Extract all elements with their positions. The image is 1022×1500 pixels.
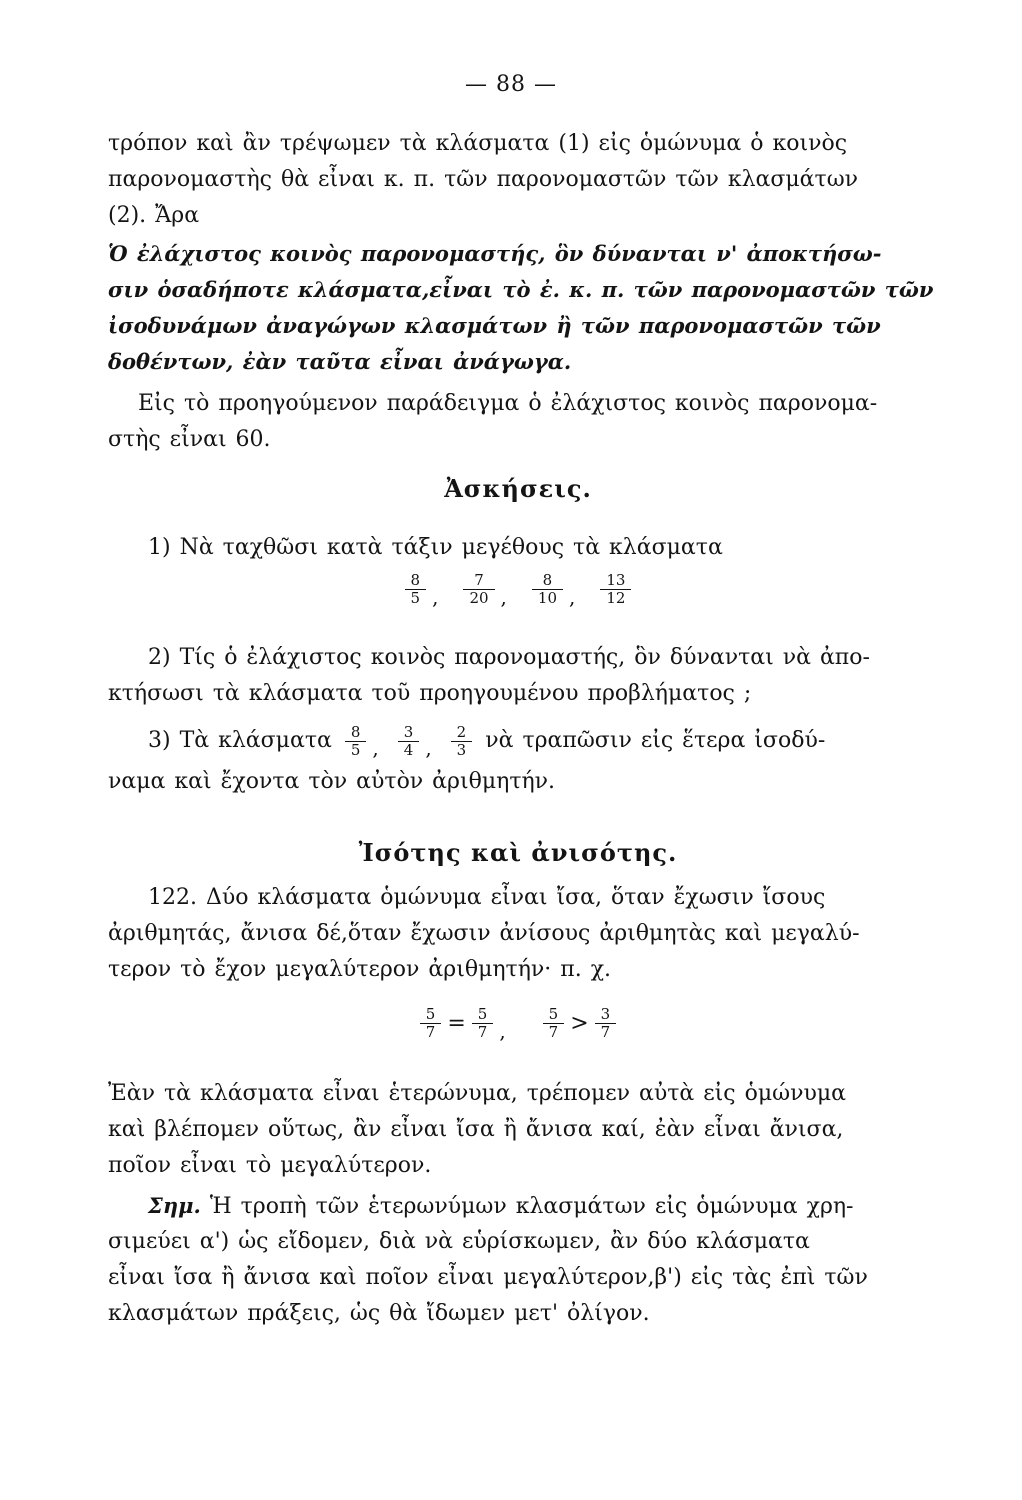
- exercise-2: [108, 640, 928, 712]
- note-paragraph: [108, 1188, 928, 1332]
- example-note-line: στὴς εἶναι 60.: [108, 427, 271, 452]
- intro-line: (2). Ἄρα: [108, 203, 200, 228]
- rule-paragraph: [108, 236, 934, 380]
- fraction: $\frac{5}{7}$: [543, 1006, 565, 1041]
- comparison-line: ποῖον εἶναι τὸ μεγαλύτερον.: [108, 1153, 432, 1178]
- fraction: $\frac{8}{5}$: [405, 572, 427, 607]
- section-122-line: ἀριθμητάς, ἄνισα δέ,ὅταν ἔχωσιν ἀνίσους ἀριθμητὰς καὶ μεγαλύ-: [108, 921, 860, 946]
- intro-paragraph: [108, 126, 928, 234]
- equals-sign: =: [447, 1011, 466, 1036]
- example-note-line: Εἰς τὸ προηγούμενον παράδειγμα ὁ ἐλάχιστος κοινὸς παρονομα-: [138, 391, 878, 416]
- note-line: κλασμάτων πράξεις, ὡς θὰ ἴδωμεν μετ' ὀλίγον.: [108, 1301, 650, 1326]
- equality-heading: Ἰσότης καὶ ἀνισότης.: [358, 838, 678, 867]
- fraction: $\frac{7}{20}$: [463, 572, 494, 607]
- comparison-line: καὶ βλέπομεν οὕτως, ἂν εἶναι ἴσα ἢ ἄνισα καί, ἐὰν εἶναι ἄνισα,: [108, 1117, 844, 1142]
- section-122-line: 122. Δύο κλάσματα ὁμώνυμα εἶναι ἴσα, ὅταν ἔχωσιν ἴσους: [148, 885, 826, 910]
- exercise-2-line: 2) Τίς ὁ ἐλάχιστος κοινὸς παρονομαστής, ὃν δύνανται νὰ ἀπο-: [148, 645, 870, 670]
- fraction: $\frac{3}{4}$: [398, 724, 420, 759]
- example-note: [108, 386, 928, 458]
- rule-line: δοθέντων, ἐὰν ταῦτα εἶναι ἀνάγωγα.: [108, 349, 572, 374]
- note-first-text: Ἡ τροπὴ τῶν ἑτερωνύμων κλασμάτων εἰς ὁμώνυμα χρη-: [209, 1194, 854, 1219]
- fraction: $\frac{2}{3}$: [451, 724, 473, 759]
- rule-line: σιν ὁσαδήποτε κλάσματα,εἶναι τὸ ἐ. κ. π. τῶν παρονομαστῶν τῶν: [108, 277, 934, 302]
- note-line: εἶναι ἴσα ἢ ἄνισα καὶ ποῖον εἶναι μεγαλύτερον,β') εἰς τὰς ἐπὶ τῶν: [108, 1265, 868, 1290]
- exercises-heading: Ἀσκήσεις.: [444, 474, 592, 503]
- fraction: $\frac{13}{12}$: [600, 572, 631, 607]
- page-number: — 88 —: [465, 72, 557, 97]
- exercise-1: [108, 530, 928, 609]
- comparison-paragraph: [108, 1076, 928, 1184]
- fraction: $\frac{8}{10}$: [532, 572, 563, 607]
- comparison-line: Ἐὰν τὰ κλάσματα εἶναι ἑτερώνυμα, τρέπομεν αὐτὰ εἰς ὁμώνυμα: [108, 1081, 847, 1106]
- section-122-line: τερον τὸ ἔχον μεγαλύτερον ἀριθμητήν· π. χ.: [108, 957, 612, 982]
- exercise-3: [108, 718, 928, 800]
- intro-line: παρονομαστὴς θὰ εἶναι κ. π. τῶν παρονομαστῶν τῶν κλασμάτων: [108, 167, 859, 192]
- fraction: $\frac{5}{7}$: [420, 1006, 442, 1041]
- rule-line: Ὁ ἐλάχιστος κοινὸς παρονομαστής, ὃν δύνανται ν' ἀποκτήσω-: [108, 241, 882, 266]
- exercise-3-suffix: νὰ τραπῶσιν εἰς ἕτερα ἰσοδύ-: [485, 728, 826, 753]
- exercise-1-text: 1) Νὰ ταχθῶσι κατὰ τάξιν μεγέθους τὰ κλάσματα: [148, 535, 723, 560]
- exercise-1-fractions: $\frac{8}{5}$ , $\frac{7}{20}$ , $\frac{8}{10}$ , $\frac{13}{12}$: [108, 572, 928, 609]
- greater-than-sign: >: [570, 1011, 589, 1036]
- fraction: $\frac{8}{5}$: [345, 724, 367, 759]
- section-122: [108, 880, 928, 988]
- exercise-3-prefix: 3) Τὰ κλάσματα: [148, 728, 332, 753]
- exercise-2-line: κτήσωσι τὰ κλάσματα τοῦ προηγουμένου προβλήματος ;: [108, 681, 752, 706]
- note-first-line: [108, 1188, 928, 1224]
- note-label: Σημ.: [148, 1193, 201, 1218]
- equality-example: $\frac{5}{7}$ = $\frac{5}{7}$ , $\frac{5}{7}$ > $\frac{3}{7}$: [108, 1000, 928, 1060]
- fraction: $\frac{3}{7}$: [595, 1006, 617, 1041]
- exercise-3-line: 3) Τὰ κλάσματα $\frac{8}{5}$ , $\frac{3}{4}$ , $\frac{2}{3}$ νὰ τραπῶσιν εἰς ἕτερα ἰσοδύ-: [148, 722, 826, 760]
- exercise-3-line2: ναμα καὶ ἔχοντα τὸν αὐτὸν ἀριθμητήν.: [108, 769, 556, 794]
- note-line: σιμεύει α') ὡς εἴδομεν, διὰ νὰ εὑρίσκωμεν, ἂν δύο κλάσματα: [108, 1229, 810, 1254]
- rule-line: ἰσοδυνάμων ἀναγώγων κλασμάτων ἢ τῶν παρονομαστῶν τῶν: [108, 313, 881, 338]
- fraction: $\frac{5}{7}$: [472, 1006, 494, 1041]
- intro-line: τρόπον καὶ ἂν τρέψωμεν τὰ κλάσματα (1) εἰς ὁμώνυμα ὁ κοινὸς: [108, 131, 848, 156]
